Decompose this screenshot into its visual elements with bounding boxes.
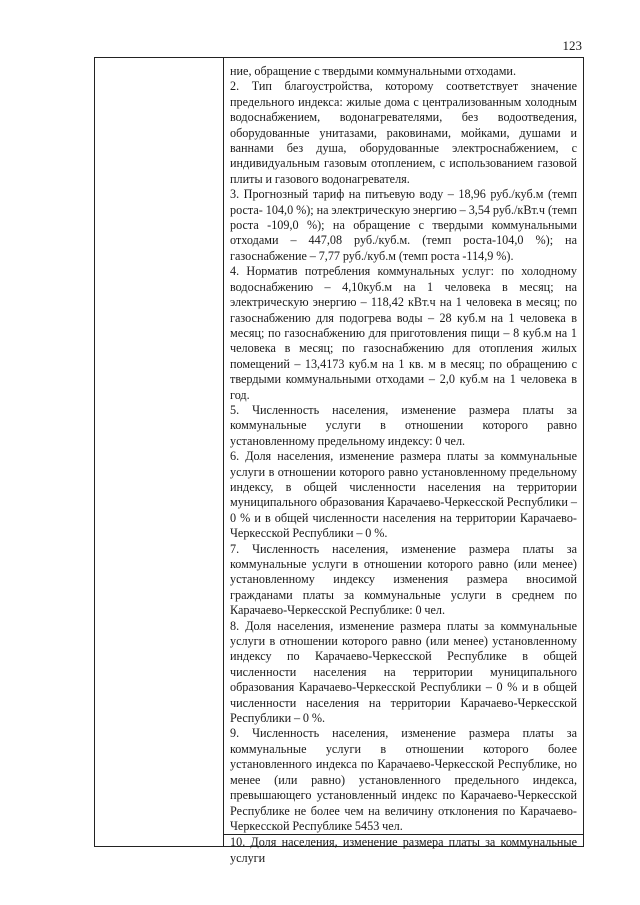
paragraph-continuation: ние, обращение с твердыми коммунальными отходами. <box>230 64 516 78</box>
table-left-column <box>95 58 224 846</box>
paragraph-3-forecast-tariff: 3. Прогнозный тариф на питьевую воду – 18,96 руб./куб.м (темп роста- 104,0 %); на электрическую энергию – 3,54 руб./кВт.ч (темп роста -109,0 %); на обращение с твердыми коммунальными отходами – 447,08 руб./куб.м. (темп роста-104,0 %); на газоснабжение – 7,77 руб./куб.м (темп роста -114,9 %). <box>230 187 577 263</box>
paragraph-10-population-share: 10. Доля населения, изменение размера платы за коммунальные услуги <box>230 835 577 865</box>
paragraph-4-consumption-norm: 4. Норматив потребления коммунальных услуг: по холодному водоснабжению – 4,10куб.м на 1 человека в месяц; на электрическую энергию – 118,42 кВт.ч на 1 человека в месяц; по газоснабжению для подогрева воды – 28 куб.м на 1 человека в месяц; по газоснабжению для приготовления пищи – 8 куб.м на 1 человека в месяц; по газоснабжению для отопления жилых помещений – 13,4173 куб.м на 1 кв. м в месяц; по обращению с твердыми коммунальными отходами – 2,0 куб.м на 1 человека в год. <box>230 264 577 402</box>
table-right-column <box>224 58 583 865</box>
paragraph-5-population-count: 5. Численность населения, изменение размера платы за коммунальные услуги в отношении которого равно установленному предельному индексу: 0 чел. <box>230 402 577 448</box>
page-number: 123 <box>562 38 582 53</box>
paragraph-2-improvement-type: 2. Тип благоустройства, которому соответствует значение предельного индекса: жилые дома с централизованным холодным водоснабжением, водонагревателями, без водоотведения, оборудованные унитазами, раковинами, мойками, душами и ваннами без душа, оборудованные электроснабжением, с индивидуальным газовым отоплением, с использованием газовой плиты и газового водонагревателя. <box>230 79 577 186</box>
paragraph-8-population-share: 8. Доля населения, изменение размера платы за коммунальные услуги в отношении которого равно (или менее) установленному индексу по Карачаево-Черкесской Республике в общей численности населения на территории муниципального образования Карачаево-Черкесской Республики – 0 % и в общей численности населения на территории Карачаево-Черкесской Республики – 0 %. <box>230 618 577 726</box>
document-table <box>94 57 584 865</box>
paragraph-7-population-count: 7. Численность населения, изменение размера платы за коммунальные услуги в отношении которого равно (или менее) установленному индексу изменения размера вносимой гражданами платы за коммунальные услуги в среднем по Карачаево-Черкесской Республике: 0 чел. <box>230 541 577 618</box>
paragraph-6-population-share: 6. Доля населения, изменение размера платы за коммунальные услуги в отношении которого равно установленному предельному индексу, в общей численности населения на территории муниципального образования Карачаево-Черкесской Республики – 0 % и в общей численности населения на территории Карачаево-Черкесской Республики – 0 %. <box>230 449 577 541</box>
paragraph-9-population-count: 9. Численность населения, изменение размера платы за коммунальные услуги в отношении которого более установленного индекса по Карачаево-Черкесской Республике, но менее (или равно) установленного предельного индекса, превышающего установленный индекс по Карачаево-Черкесской Республике не более чем на величину отклонения по Карачаево-Черкесской Республике 5453 чел. <box>230 726 577 833</box>
